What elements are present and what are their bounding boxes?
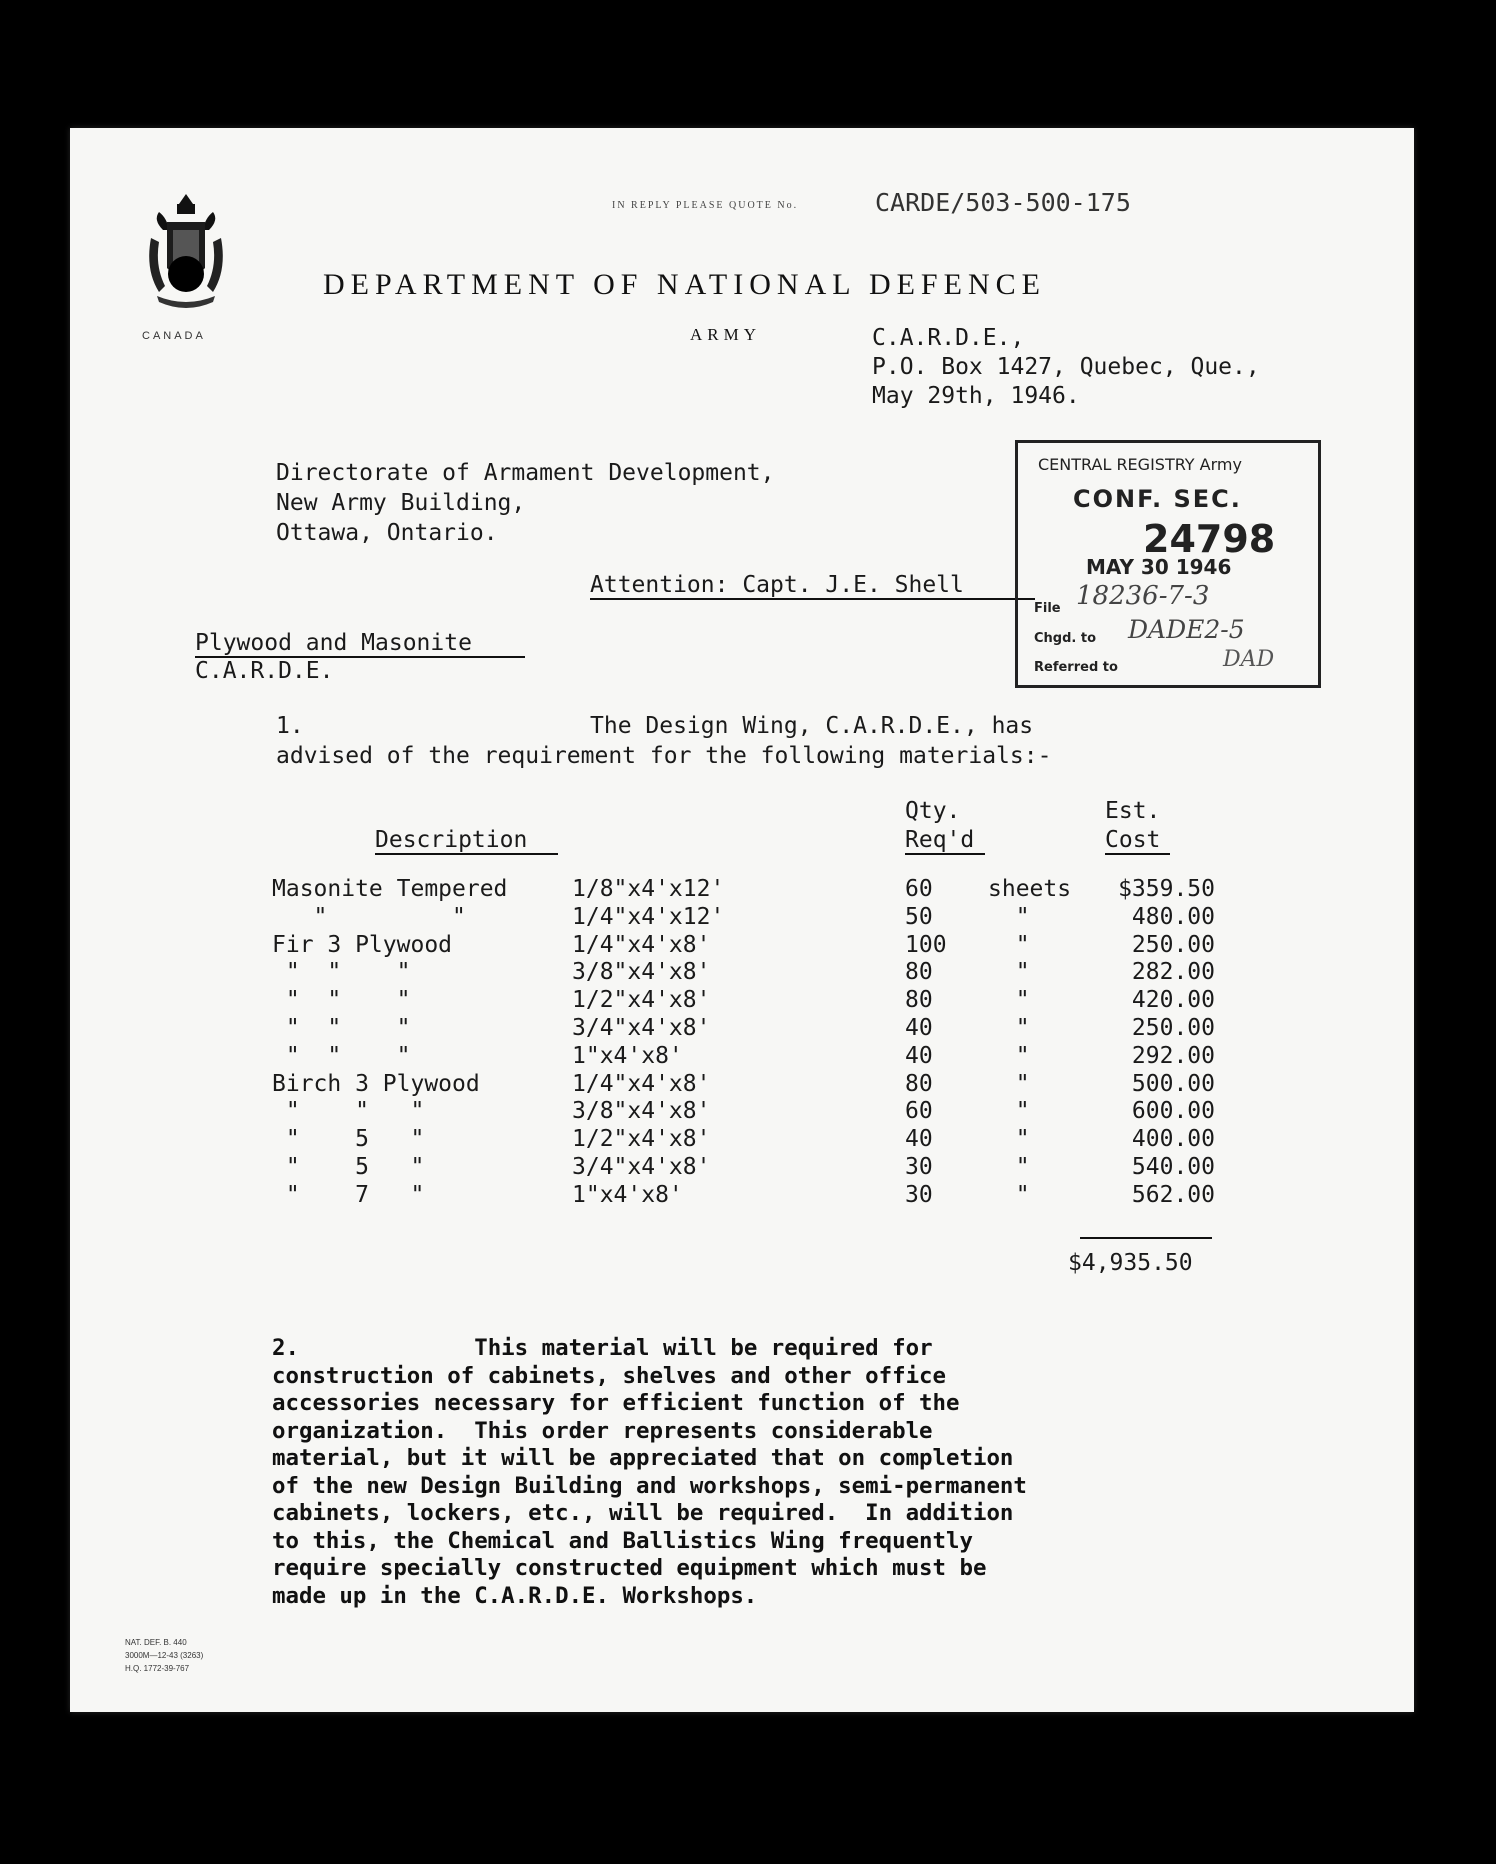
para2-line: cabinets, lockers, etc., will be required. In addition — [272, 1500, 1014, 1526]
table-row — [0, 1043, 1496, 1071]
row-quantity: 30 — [905, 1154, 933, 1180]
col-header-reqd: Req'd — [905, 827, 975, 853]
row-description: " " " — [272, 1042, 411, 1069]
para1-text: advised of the requirement for the following materials:- — [276, 743, 1052, 769]
recipient-line: Directorate of Armament Development, — [276, 460, 775, 486]
row-unit: " — [988, 987, 1030, 1014]
total-rule — [1080, 1237, 1212, 1239]
total-cost: $4,935.50 — [1068, 1250, 1193, 1276]
para2-line: to this, the Chemical and Ballistics Wing frequently — [272, 1527, 973, 1554]
quote-label: IN REPLY PLEASE QUOTE No. — [612, 200, 799, 211]
table-row — [0, 1015, 1496, 1043]
row-quantity: 50 — [905, 903, 933, 930]
row-quantity: 40 — [905, 1126, 933, 1153]
row-size: 3/4"x4'x8' — [572, 1154, 711, 1180]
stamp-section: CONF. SEC. — [1073, 485, 1242, 513]
form-number-line: 3000M—12-43 (3263) — [125, 1651, 204, 1660]
row-quantity: 80 — [905, 987, 933, 1014]
para2-line: require specially constructed equipment which must be — [272, 1555, 987, 1581]
row-cost: 400.00 — [1131, 1126, 1215, 1153]
row-size: 1/2"x4'x8' — [572, 1126, 711, 1153]
row-size: 1/4"x4'x8' — [572, 931, 711, 958]
row-unit: " — [988, 1181, 1030, 1208]
stamp-chgd-label: Chgd. to — [1034, 631, 1097, 646]
row-size: 1/4"x4'x12' — [572, 903, 725, 930]
row-quantity: 60 — [905, 876, 933, 902]
stamp-header: CENTRAL REGISTRY Army — [1038, 455, 1242, 474]
row-unit: " — [988, 1042, 1030, 1069]
row-quantity: 80 — [905, 1070, 933, 1097]
col-header-description: Description — [375, 827, 528, 853]
file-reference: CARDE/503-500-175 — [875, 188, 1131, 217]
row-quantity: 40 — [905, 1042, 933, 1069]
row-quantity: 80 — [905, 959, 933, 986]
stamp-chgd-value: DADE2-5 — [1128, 615, 1245, 644]
row-description: " " " — [272, 987, 411, 1014]
form-number — [125, 1636, 203, 1675]
subject-line: C.A.R.D.E. — [195, 658, 334, 684]
row-quantity: 100 — [905, 931, 947, 958]
row-description: Fir 3 Plywood — [272, 931, 453, 958]
row-description: " 5 " — [272, 1126, 425, 1153]
table-row — [0, 932, 1496, 960]
row-cost: 250.00 — [1131, 931, 1215, 958]
table-row — [0, 904, 1496, 932]
para2-line: made up in the C.A.R.D.E. Workshops. — [272, 1582, 758, 1609]
para2-line: construction of cabinets, shelves and other office — [272, 1362, 947, 1389]
row-unit: sheets — [988, 876, 1072, 902]
row-cost: 500.00 — [1131, 1070, 1215, 1097]
row-description: " " — [272, 903, 466, 930]
row-description: Masonite Tempered — [272, 876, 508, 902]
row-cost: 600.00 — [1131, 1098, 1215, 1125]
registry-stamp — [1015, 440, 1321, 688]
table-row — [0, 959, 1496, 987]
row-cost: $359.50 — [1118, 876, 1215, 902]
stamp-number: 24798 — [1143, 517, 1276, 561]
recipient-line: New Army Building, — [276, 490, 526, 516]
row-cost: 420.00 — [1131, 987, 1215, 1014]
para2-line: of the new Design Building and workshops, semi-permanent — [272, 1472, 1027, 1499]
row-description: " 5 " — [272, 1154, 425, 1180]
stamp-date: MAY 30 1946 — [1086, 555, 1232, 579]
recipient-line: Ottawa, Ontario. — [276, 520, 498, 546]
stamp-referred-label: Referred to — [1034, 660, 1118, 675]
row-description: " " " — [272, 1015, 411, 1041]
para2-line: accessories necessary for efficient function of the — [272, 1390, 960, 1416]
table-row — [0, 1071, 1496, 1099]
branch-label: ARMY — [690, 325, 762, 344]
form-number-line: H.Q. 1772-39-767 — [125, 1664, 190, 1673]
row-quantity: 60 — [905, 1098, 933, 1125]
row-description: " " " — [272, 1098, 425, 1125]
para2-number: 2. — [272, 1335, 299, 1361]
row-size: 1"x4'x8' — [572, 1042, 683, 1069]
row-description: Birch 3 Plywood — [272, 1070, 480, 1097]
para2-line: organization. This order represents considerable — [272, 1417, 933, 1444]
attention-line: Attention: Capt. J.E. Shell — [590, 572, 964, 598]
stamp-file-value: 18236-7-3 — [1076, 581, 1210, 611]
row-cost: 282.00 — [1131, 959, 1215, 986]
form-number-line: NAT. DEF. B. 440 — [125, 1638, 187, 1647]
sender-date: May 29th, 1946. — [872, 383, 1080, 409]
row-size: 1/8"x4'x12' — [572, 876, 725, 902]
row-size: 1"x4'x8' — [572, 1181, 683, 1208]
country-label: CANADA — [142, 330, 206, 342]
row-cost: 292.00 — [1131, 1042, 1215, 1069]
para2-line: material, but it will be appreciated that on completion — [272, 1445, 1014, 1471]
para1-number: 1. — [276, 713, 304, 739]
table-row — [0, 1098, 1496, 1126]
attention-underline — [590, 598, 1035, 600]
row-unit: " — [988, 1015, 1030, 1041]
table-row — [0, 1182, 1496, 1210]
row-size: 3/8"x4'x8' — [572, 1098, 711, 1125]
col-header-underline — [1105, 853, 1170, 855]
col-header-underline — [375, 853, 558, 855]
row-unit: " — [988, 1098, 1030, 1125]
para2-line: This material will be required for — [474, 1335, 933, 1361]
row-size: 3/8"x4'x8' — [572, 959, 711, 986]
row-cost: 250.00 — [1131, 1015, 1215, 1041]
row-unit: " — [988, 903, 1030, 930]
table-row — [0, 876, 1496, 904]
row-unit: " — [988, 959, 1030, 986]
row-unit: " — [988, 1126, 1030, 1153]
row-unit: " — [988, 1070, 1030, 1097]
row-quantity: 40 — [905, 1015, 933, 1041]
stamp-file-label: File — [1034, 601, 1061, 616]
stamp-referred-value: DAD — [1223, 647, 1275, 672]
col-header-underline — [905, 853, 985, 855]
row-size: 1/4"x4'x8' — [572, 1070, 711, 1097]
coat-of-arms-icon — [143, 190, 229, 320]
table-row — [0, 1126, 1496, 1154]
row-description: " " " — [272, 959, 411, 986]
row-unit: " — [988, 931, 1030, 958]
row-quantity: 30 — [905, 1181, 933, 1208]
row-cost: 562.00 — [1131, 1181, 1215, 1208]
para2 — [272, 1335, 1202, 1610]
row-size: 1/2"x4'x8' — [572, 987, 711, 1014]
col-header-qty: Qty. — [905, 798, 961, 824]
table-row — [0, 1154, 1496, 1182]
department-title: DEPARTMENT OF NATIONAL DEFENCE — [323, 268, 1046, 301]
row-description: " 7 " — [272, 1181, 425, 1208]
para1-text: The Design Wing, C.A.R.D.E., has — [590, 713, 1034, 739]
col-header-cost: Cost — [1105, 827, 1161, 853]
row-unit: " — [988, 1154, 1030, 1180]
table-row — [0, 987, 1496, 1015]
row-cost: 540.00 — [1131, 1154, 1215, 1180]
col-header-est: Est. — [1105, 798, 1161, 824]
row-cost: 480.00 — [1131, 903, 1215, 930]
subject-line: Plywood and Masonite — [195, 630, 472, 656]
sender-line: P.O. Box 1427, Quebec, Que., — [872, 354, 1260, 380]
sender-line: C.A.R.D.E., — [872, 325, 1025, 351]
row-size: 3/4"x4'x8' — [572, 1015, 711, 1041]
